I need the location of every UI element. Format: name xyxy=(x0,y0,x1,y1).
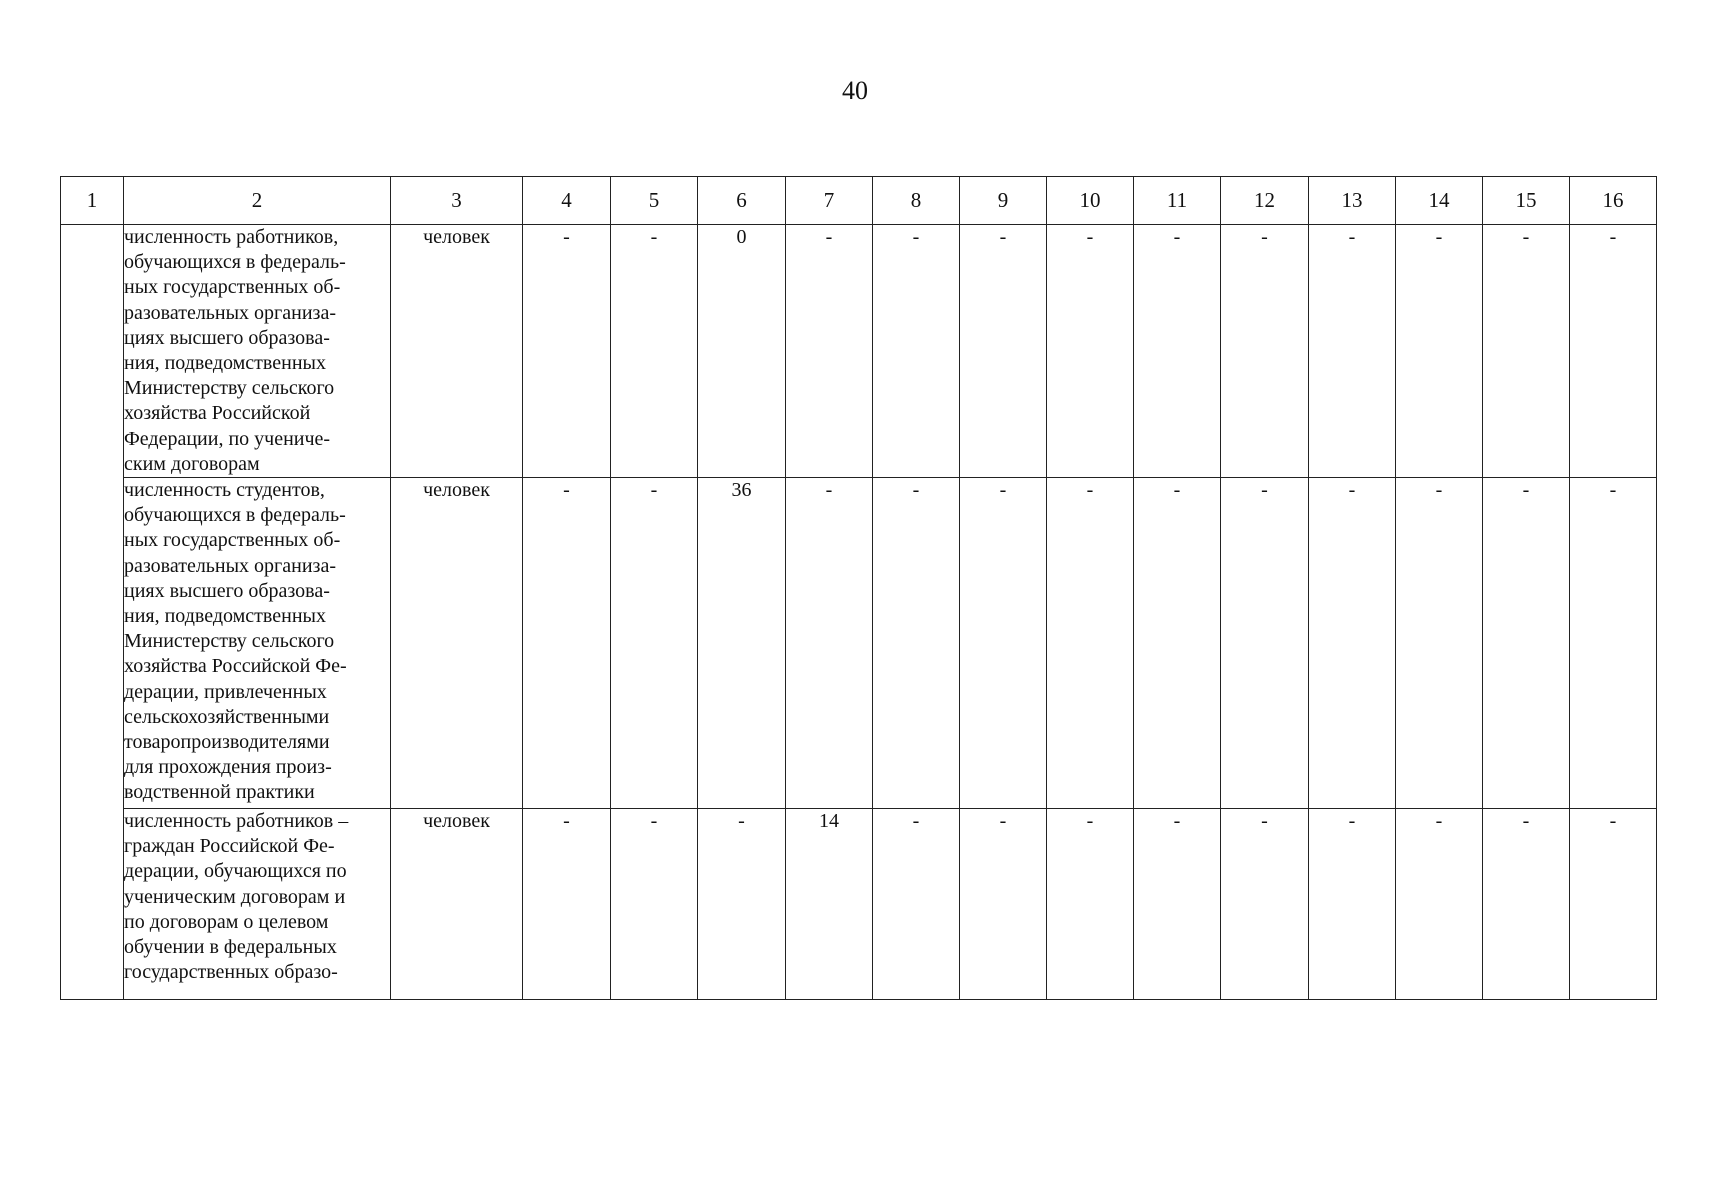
value-cell: - xyxy=(1483,225,1570,478)
description-line: водственной практики xyxy=(124,781,315,804)
description-line: хозяйства Российской Фе- xyxy=(124,655,347,678)
column-header: 11 xyxy=(1134,177,1221,225)
value-cell: - xyxy=(611,225,698,478)
value-cell: - xyxy=(1221,225,1309,478)
value-cell: - xyxy=(786,225,873,478)
value-cell: - xyxy=(1309,809,1396,1000)
value-cell: - xyxy=(1309,478,1396,809)
column-header: 14 xyxy=(1396,177,1483,225)
description-line: ния, подведомственных xyxy=(124,605,326,628)
value-cell: - xyxy=(960,478,1047,809)
value-cell: - xyxy=(698,809,786,1000)
description-line: государственных образо- xyxy=(124,961,338,984)
header-row xyxy=(61,177,1657,225)
description-line: обучающихся в федераль- xyxy=(124,504,346,527)
value-cell: - xyxy=(1483,478,1570,809)
value-cell: - xyxy=(1047,809,1134,1000)
value-cell: - xyxy=(611,809,698,1000)
column-header: 1 xyxy=(61,177,124,225)
column-header: 12 xyxy=(1221,177,1309,225)
value-cell: - xyxy=(960,809,1047,1000)
indicator-description xyxy=(124,478,391,809)
column-header: 9 xyxy=(960,177,1047,225)
column-header: 2 xyxy=(124,177,391,225)
description-line: ученическим договорам и xyxy=(124,885,346,908)
value-cell: - xyxy=(1134,225,1221,478)
column-header: 7 xyxy=(786,177,873,225)
description-line: ния, подведомственных xyxy=(124,352,326,375)
value-cell: 14 xyxy=(786,809,873,1000)
description-line: разовательных организа- xyxy=(124,554,336,577)
value-cell: - xyxy=(1396,478,1483,809)
unit-cell: человек xyxy=(391,225,523,478)
row-number-cell xyxy=(61,225,124,1000)
value-cell: - xyxy=(1134,478,1221,809)
value-cell: - xyxy=(873,225,960,478)
description-line: ским договорам xyxy=(124,452,260,475)
description-line: хозяйства Российской xyxy=(124,402,311,425)
description-line: Федерации, по учениче- xyxy=(124,427,331,450)
indicator-description xyxy=(124,225,391,478)
unit-cell: человек xyxy=(391,809,523,1000)
value-cell: - xyxy=(1221,809,1309,1000)
description-line: дерации, привлеченных xyxy=(124,680,327,703)
value-cell: - xyxy=(1396,809,1483,1000)
value-cell: - xyxy=(873,478,960,809)
description-line: сельскохозяйственными xyxy=(124,705,330,728)
table-row xyxy=(61,225,1657,478)
value-cell: - xyxy=(960,225,1047,478)
value-cell: - xyxy=(523,809,611,1000)
value-cell: - xyxy=(523,225,611,478)
description-line: циях высшего образова- xyxy=(124,326,330,349)
description-line: обучающихся в федераль- xyxy=(124,251,346,274)
column-header: 8 xyxy=(873,177,960,225)
data-table xyxy=(60,176,1657,1000)
description-line: численность студентов, xyxy=(124,479,325,502)
value-cell: - xyxy=(1570,478,1657,809)
value-cell: - xyxy=(1047,225,1134,478)
column-header: 3 xyxy=(391,177,523,225)
column-header: 4 xyxy=(523,177,611,225)
value-cell: 0 xyxy=(698,225,786,478)
description-line: циях высшего образова- xyxy=(124,579,330,602)
value-cell: - xyxy=(873,809,960,1000)
column-header: 5 xyxy=(611,177,698,225)
value-cell: - xyxy=(1309,225,1396,478)
value-cell: - xyxy=(1134,809,1221,1000)
description-line: дерации, обучающихся по xyxy=(124,860,347,883)
unit-cell: человек xyxy=(391,478,523,809)
value-cell: - xyxy=(786,478,873,809)
description-line: ных государственных об- xyxy=(124,529,341,552)
column-header: 10 xyxy=(1047,177,1134,225)
value-cell: - xyxy=(611,478,698,809)
description-line: численность работников – xyxy=(124,810,349,833)
table-row xyxy=(61,478,1657,809)
value-cell: - xyxy=(1570,809,1657,1000)
page-number: 40 xyxy=(842,76,868,105)
value-cell: - xyxy=(1221,478,1309,809)
indicator-description xyxy=(124,809,391,1000)
description-line: по договорам о целевом xyxy=(124,910,329,933)
description-line: Министерству сельского xyxy=(124,377,335,400)
table-row xyxy=(61,809,1657,1000)
value-cell: - xyxy=(1047,478,1134,809)
description-line: Министерству сельского xyxy=(124,630,335,653)
column-header: 15 xyxy=(1483,177,1570,225)
value-cell: - xyxy=(1570,225,1657,478)
description-line: граждан Российской Фе- xyxy=(124,835,335,858)
description-line: численность работников, xyxy=(124,226,339,248)
description-line: товаропроизводителями xyxy=(124,731,330,754)
description-line: обучении в федеральных xyxy=(124,936,337,959)
description-line: ных государственных об- xyxy=(124,276,341,299)
column-header: 6 xyxy=(698,177,786,225)
column-header: 13 xyxy=(1309,177,1396,225)
value-cell: 36 xyxy=(698,478,786,809)
description-line: разовательных организа- xyxy=(124,301,336,324)
column-header: 16 xyxy=(1570,177,1657,225)
value-cell: - xyxy=(1396,225,1483,478)
value-cell: - xyxy=(1483,809,1570,1000)
value-cell: - xyxy=(523,478,611,809)
description-line: для прохождения произ- xyxy=(124,756,332,779)
